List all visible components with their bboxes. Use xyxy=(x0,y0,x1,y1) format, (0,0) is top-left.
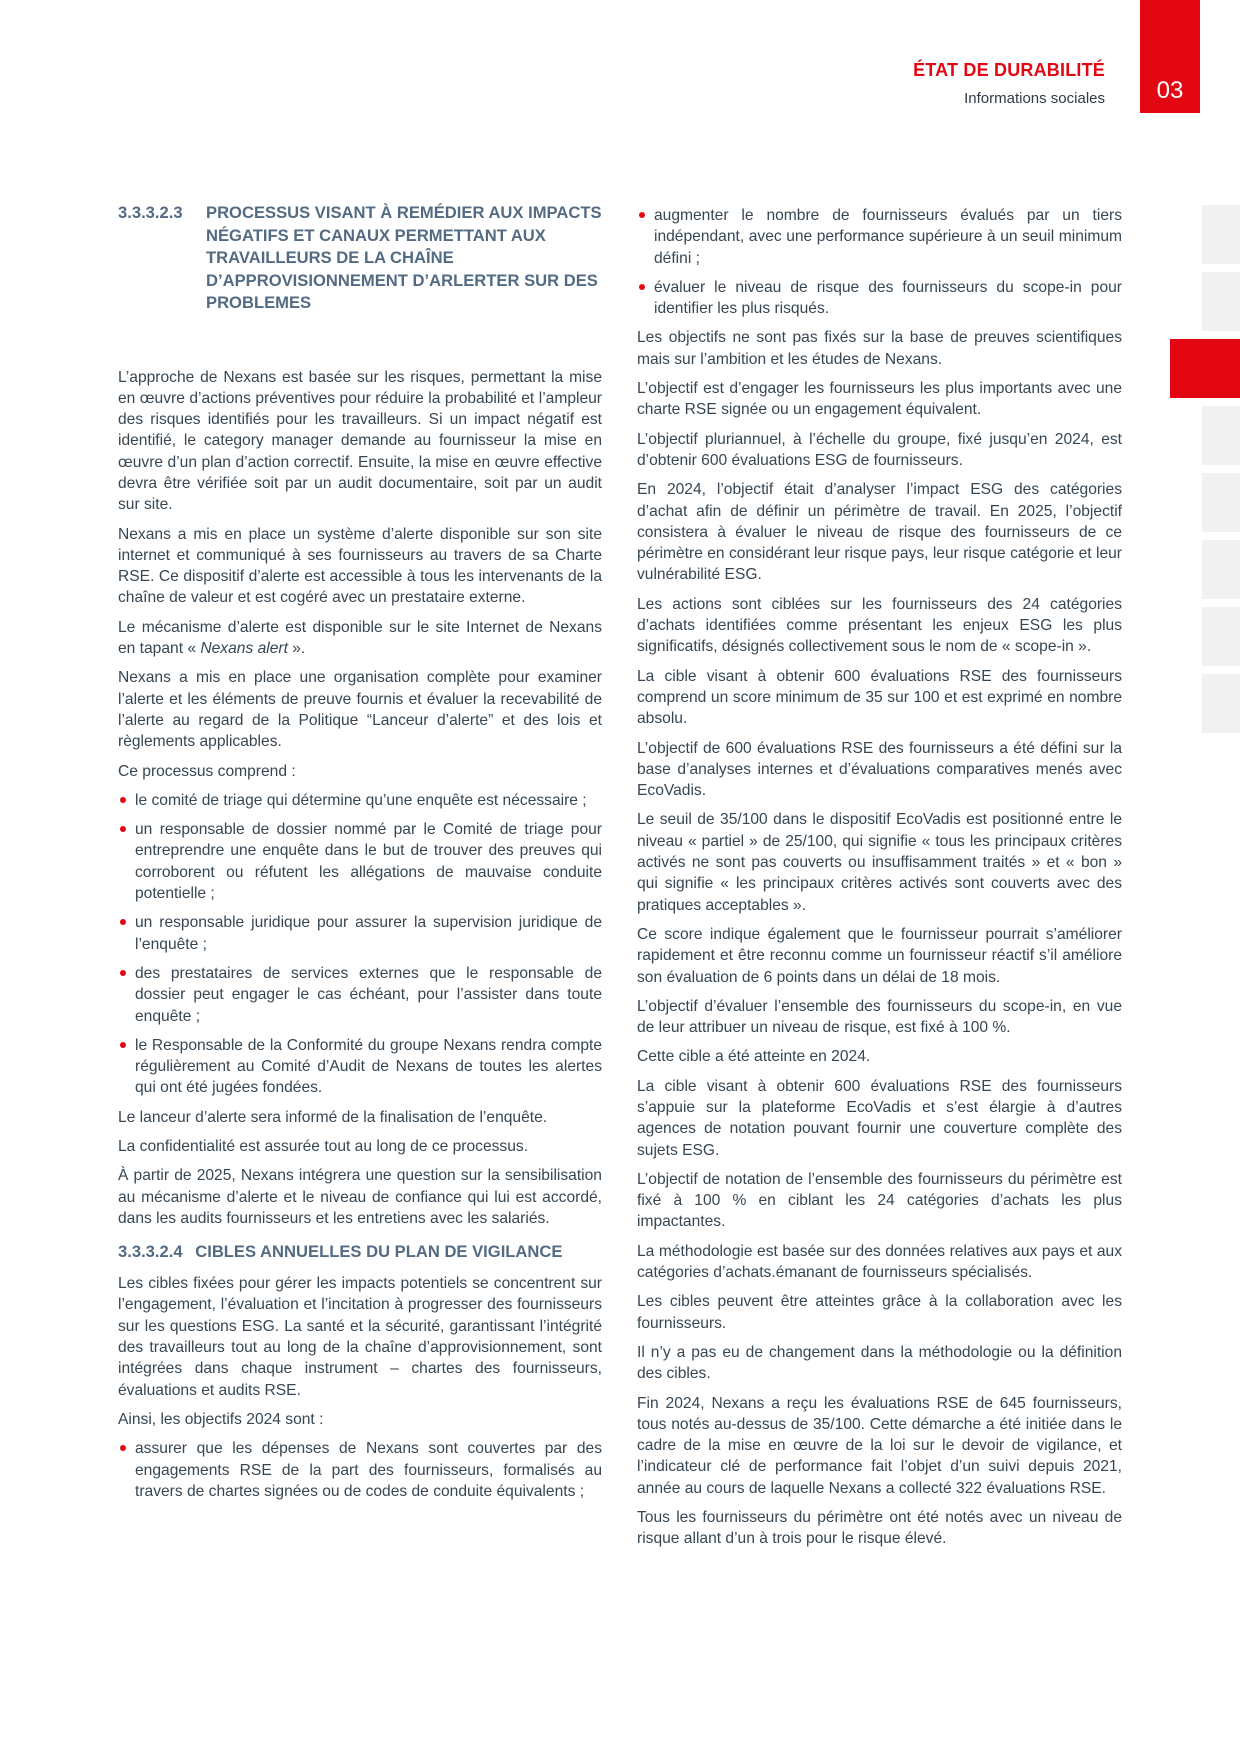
paragraph: L’objectif est d’engager les fournisseurs les plus importants avec une charte RSE signée ou un engagement équivalent. xyxy=(637,380,1122,419)
side-tab-8[interactable] xyxy=(1202,674,1240,733)
paragraph: Ainsi, les objectifs 2024 sont : xyxy=(118,1410,324,1428)
paragraph: L’objectif pluriannuel, à l’échelle du groupe, fixé jusqu’en 2024, est d’obtenir 600 évaluations ESG de fournisseurs. xyxy=(637,430,1122,469)
list-item: le comité de triage qui détermine qu’une enquête est nécessaire ; xyxy=(118,790,602,811)
objectives-bullet-list xyxy=(118,1438,602,1502)
paragraph-alert: Le mécanisme d’alerte est disponible sur le site Internet de Nexans en tapant « Nexans alert ». xyxy=(118,618,602,658)
paragraph: Ce score indique également que le fournisseur pourrait s’améliorer rapidement et être reconnu comme un fournisseur réactif s’il améliore son évaluation de 6 points dans un délai de 18 mois. xyxy=(637,925,1122,986)
paragraph: Nexans a mis en place un système d’alerte disponible sur son site internet et communiqué à ses fournisseurs au travers de sa Charte RSE. Ce dispositif d’alerte est accessible à tous les intervenants de la chaîne de valeur et est cogéré avec un prestataire externe. xyxy=(118,525,602,607)
paragraph: Les objectifs ne sont pas fixés sur la base de preuves scientifiques mais sur l’ambition et les études de Nexans. xyxy=(637,329,1122,368)
paragraph: Cette cible a été atteinte en 2024. xyxy=(637,1048,871,1066)
paragraph: La méthodologie est basée sur des données relatives aux pays et aux catégories d’achats.émanant de fournisseurs spécialisés. xyxy=(637,1242,1122,1282)
paragraph: Le lanceur d’alerte sera informé de la finalisation de l’enquête. xyxy=(118,1108,548,1126)
paragraph: L’objectif de notation de l’ensemble des fournisseurs du périmètre est fixé à 100 % en ciblant les 24 catégories d’achats les plus impactantes. xyxy=(637,1170,1122,1231)
section-heading-3-3-3-2-3 xyxy=(118,202,602,315)
paragraph: Tous les fournisseurs du périmètre ont été notés avec un niveau de risque allant d’un à trois pour le risque élevé. xyxy=(637,1509,1122,1548)
header-title: ÉTAT DE DURABILITÉ xyxy=(913,60,1105,80)
paragraph: Les cibles fixées pour gérer les impacts potentiels se concentrent sur l’engagement, l’évaluation et l’incitation à progresser des fournisseurs sur les questions ESG. La santé et la sécurité, garantissant l’intégrité des travailleurs tout au long de la chaîne d’approvisionnement, sont intégrées dans chaque instrument – chartes des fournisseurs, évaluations et audits RSE. xyxy=(118,1275,602,1399)
chapter-number-box: 03 xyxy=(1140,0,1200,113)
paragraph: Ce processus comprend : xyxy=(118,762,296,780)
list-item: évaluer le niveau de risque des fournisseurs du scope-in pour identifier les plus risqués. xyxy=(637,277,1122,320)
paragraph: Il n’y a pas eu de changement dans la méthodologie ou la définition des cibles. xyxy=(637,1343,1122,1383)
right-column xyxy=(637,205,1122,1558)
paragraph: La confidentialité est assurée tout au long de ce processus. xyxy=(118,1138,529,1155)
paragraph: Les actions sont ciblées sur les fournisseurs des 24 catégories d’achats identifiées comme présentant les enjeux ESG les plus significatifs, désignés collectivement sous le nom de « scope-in ». xyxy=(637,595,1122,656)
side-tab-3-active[interactable] xyxy=(1170,339,1240,398)
side-tab-7[interactable] xyxy=(1202,607,1240,666)
paragraph: En 2024, l’objectif était d’analyser l’impact ESG des catégories d’achat afin de définir un périmètre de travail. En 2025, l’objectif consistera à évaluer le niveau de risque des fournisseurs de ce périmètre en considérant leur risque pays, leur risque catégorie et leur vulnérabilité ESG. xyxy=(637,481,1122,584)
paragraph: Fin 2024, Nexans a reçu les évaluations RSE de 645 fournisseurs, tous notés au-dessus de 35/100. Cette démarche a été initiée dans le cadre de la mise en œuvre de la loi sur le devoir de vigilance, et l’indicateur clé de performance fait l’objet d’un suivi depuis 2021, année au cours de laquelle Nexans a collecté 322 évaluations RSE. xyxy=(637,1394,1122,1497)
side-tab-4[interactable] xyxy=(1202,406,1240,465)
process-bullet-list xyxy=(118,790,602,1099)
section-heading-3-3-3-2-4 xyxy=(118,1241,602,1263)
header-subtitle: Informations sociales xyxy=(964,90,1105,107)
side-tab-6[interactable] xyxy=(1202,540,1240,599)
objectives-bullet-list-continued xyxy=(637,205,1122,319)
section-title: CIBLES ANNUELLES DU PLAN DE VIGILANCE xyxy=(195,1242,563,1262)
paragraph: La cible visant à obtenir 600 évaluations RSE des fournisseurs comprend un score minimum de 35 sur 100 et est exprimé en nombre absolu. xyxy=(637,667,1122,728)
side-tab-2[interactable] xyxy=(1202,272,1240,331)
left-column xyxy=(118,202,602,1510)
paragraph: Le seuil de 35/100 dans le dispositif EcoVadis est positionné entre le niveau « partiel » de 25/100, qui signifie « tous les principaux critères activés ne sont pas couverts ou insuffisamment traités » et « bon » qui signifie « les principaux critères activés sont couverts avec des pratiques acceptables ». xyxy=(637,811,1122,914)
paragraph: La cible visant à obtenir 600 évaluations RSE des fournisseurs s’appuie sur la plateforme EcoVadis et s’est élargie à d’autres agences de notation pouvant fournir une couverture complète des sujets ESG. xyxy=(637,1077,1122,1159)
section-number: 3.3.3.2.4 xyxy=(118,1242,183,1262)
list-item: un responsable de dossier nommé par le Comité de triage pour entreprendre une enquête dans le but de trouver des preuves qui corroborent ou réfutent les allégations de mauvaise conduite potentielle ; xyxy=(118,819,602,904)
paragraph: L’objectif d’évaluer l’ensemble des fournisseurs du scope-in, en vue de leur attribuer un niveau de risque, est fixé à 100 %. xyxy=(637,997,1122,1037)
paragraph: À partir de 2025, Nexans intégrera une question sur la sensibilisation au mécanisme d’alerte et le niveau de confiance qui lui est accordé, dans les audits fournisseurs et les entretiens avec les salariés. xyxy=(118,1167,602,1227)
paragraph: L’approche de Nexans est basée sur les risques, permettant la mise en œuvre d’actions préventives pour réduire la probabilité et l’ampleur des risques identifiés pour les travailleurs. Si un impact négatif est identifié, le category manager demande au fournisseur la mise en œuvre d’un plan d’action correctif. Ensuite, la mise en œuvre effective devra être vérifiée soit par un audit documentaire, soit par un audit sur site. xyxy=(118,368,602,514)
list-item: augmenter le nombre de fournisseurs évalués par un tiers indépendant, avec une performance supérieure à un seuil minimum défini ; xyxy=(637,205,1122,269)
paragraph: Les cibles peuvent être atteintes grâce à la collaboration avec les fournisseurs. xyxy=(637,1293,1122,1332)
alert-keyword: Nexans alert xyxy=(200,640,288,658)
section-number: 3.3.3.2.3 xyxy=(118,203,183,222)
paragraph: Nexans a mis en place une organisation complète pour examiner l’alerte et les éléments de preuve fournis et évaluer la recevabilité de l’alerte au regard de la Politique “Lanceur d’alerte” et des lois et règlements applicables. xyxy=(118,669,602,751)
list-item: des prestataires de services externes que le responsable de dossier peut engager le cas échéant, pour l’assister dans toute enquête ; xyxy=(118,963,602,1027)
side-tab-1[interactable] xyxy=(1202,205,1240,264)
list-item: un responsable juridique pour assurer la supervision juridique de l’enquête ; xyxy=(118,912,602,955)
list-item: assurer que les dépenses de Nexans sont couvertes par des engagements RSE de la part des fournisseurs, formalisés au travers de chartes signées ou de codes de conduite équivalents ; xyxy=(118,1438,602,1502)
side-tab-5[interactable] xyxy=(1202,473,1240,532)
list-item: le Responsable de la Conformité du groupe Nexans rendra compte régulièrement au Comité d’Audit de Nexans de toutes les alertes qui ont été jugées fondées. xyxy=(118,1035,602,1099)
section-title: PROCESSUS VISANT À REMÉDIER AUX IMPACTS NÉGATIFS ET CANAUX PERMETTANT AUX TRAVAILLEURS DE LA CHAÎNE D’APPROVISIONNEMENT D’ARLERTER SUR DES PROBLEMES xyxy=(206,203,602,312)
paragraph: L’objectif de 600 évaluations RSE des fournisseurs a été défini sur la base d’analyses internes et d’évaluations comparatives menés avec EcoVadis. xyxy=(637,739,1122,800)
